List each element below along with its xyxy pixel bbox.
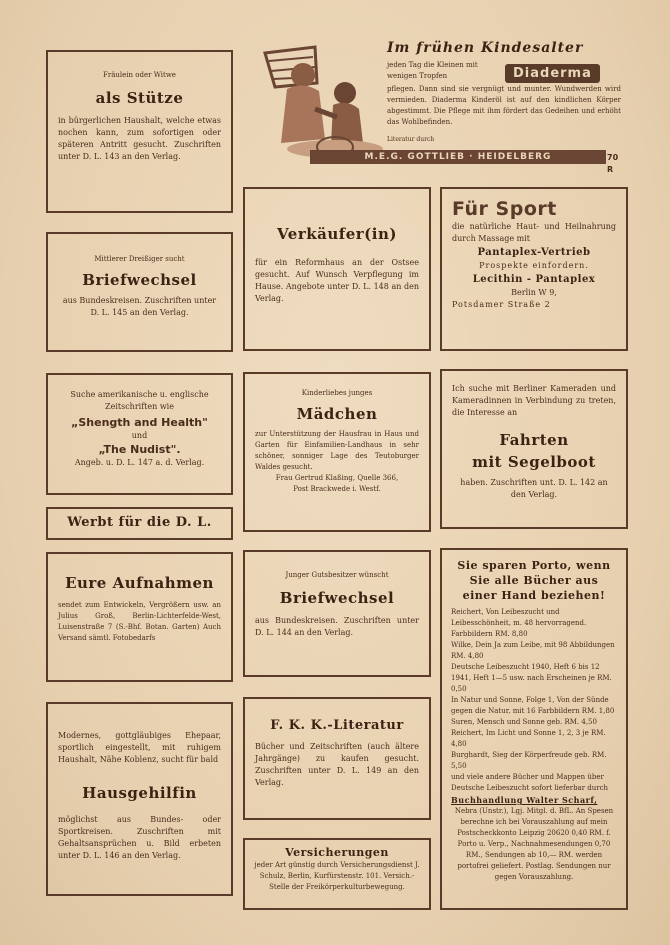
ad-contact-1: Frau Gertrud Klaßing, Quelle 366, <box>275 474 399 482</box>
ad-body: pflegen. Dann sind sie vergnügt und munter. Wundwerden wird vermieden. Diaderma Kinderöl ist auf den kindlichen Körper abgestimmt. Die Pflege mit ihm fördert das Gedeihen und erhöht das Wohlbefinden. <box>387 85 621 126</box>
ad-headline: Briefwechsel <box>82 271 197 289</box>
ad-intro: Mittlerer Dreißiger sucht <box>94 255 185 263</box>
ad-street: Potsdamer Straße 2 <box>452 300 551 309</box>
ad-headline: Sie sparen Porto, wenn Sie alle Bücher aus einer Hand beziehen! <box>457 559 611 602</box>
ad-verkaeufer <box>243 187 431 351</box>
ad-body: für ein Reformhaus an der Ostsee gesucht. Auf Wunsch Verpflegung im Hause. Angebote unter D. L. 148 an den Verlag. <box>255 258 419 303</box>
ad-headline-2: mit Segelboot <box>472 453 596 471</box>
ad-headline: F. K. K.-Literatur <box>270 718 404 733</box>
ad-body: aus Bundeskreisen. Zuschriften unter D. L. 144 an den Verlag. <box>255 616 419 637</box>
ad-briefwechsel-1 <box>46 232 233 352</box>
ad-headline: Mädchen <box>296 405 378 423</box>
ad-sport <box>440 187 628 351</box>
book-list-item: Reichert, Im Licht und Sonne 1, 2, 3 je RM. 4,80 <box>451 729 606 748</box>
ad-body: zur Unterstützung der Hausfrau in Haus und Garten für Einfamilien-Landhaus in sehr schöner, sonniger Lage des Teutoburger Waldes gesucht. <box>255 430 419 471</box>
ad-code: 70 R <box>607 153 619 174</box>
ad-prospekte: Prospekte einfordern. <box>479 261 589 270</box>
book-list-item: Burghardt, Sieg der Körperfreude geb. RM. 5,50 <box>451 751 607 770</box>
ad-intro: Suche amerikanische u. englische Zeitschriften wie <box>70 390 209 411</box>
ad-headline: Für Sport <box>452 198 557 220</box>
ad-body: möglichst aus Bundes- oder Sportkreisen. Zuschriften mit Gehaltsansprüchen u. Bild erbeten unter D. L. 146 an den Verlag. <box>58 815 221 860</box>
ad-versicherungen <box>243 838 431 910</box>
ad-contact-2: Post Brackwede i. Westf. <box>293 485 381 493</box>
ad-headline: Eure Aufnahmen <box>65 574 214 592</box>
ad-headline: Hausgehilfin <box>82 784 197 802</box>
ad-headline: als Stütze <box>95 89 184 107</box>
ad-literature: Literatur durch <box>387 136 435 143</box>
ad-body: jeder Art günstig durch Versicherungsdienst J. Schulz, Berlin, Kurfürstenstr. 101. Versich.-Stelle der Freikörperkulturbewegung. <box>254 861 420 891</box>
ad-body: Bücher und Zeitschriften (auch ältere Jahrgänge) zu kaufen gesucht. Zuschriften unter D. L. 149 an den Verlag. <box>255 742 419 787</box>
product-name: Pantaplex-Vertrieb <box>477 247 591 258</box>
book-list-item: In Natur und Sonne, Folge 1, Von der Sünde gegen die Natur, mit 16 Farbbildern RM. 1,80 <box>451 696 615 715</box>
company-band <box>310 150 606 164</box>
shop-name: Buchhandlung Walter Scharf, <box>451 795 598 805</box>
ad-maedchen <box>243 372 431 532</box>
ad-body: die natürliche Haut- und Heilnahrung durch Massage mit <box>452 222 616 243</box>
ad-intro: Junger Gutsbesitzer wünscht <box>285 571 389 579</box>
brand-badge: Diaderma <box>505 64 600 83</box>
company-name: M.E.G. GOTTLIEB · HEIDELBERG <box>364 152 552 162</box>
book-list-item: Reichert, Von Leibeszucht und Leibesschönheit, m. 48 hervorragend. Farbbildern RM. 8,80 <box>451 608 587 638</box>
ad-body: haben. Zuschriften unt. D. L. 142 an den Verlag. <box>460 478 608 499</box>
ad-headline-1: Fahrten <box>499 431 569 449</box>
ad-intro: Modernes, gottgläubiges Ehepaar, sportlich eingestellt, mit ruhigem Haushalt, Nähe Koblenz, sucht für bald <box>58 731 221 764</box>
ad-and: und <box>131 431 148 440</box>
ad-diaderma <box>255 38 623 174</box>
slogan: Werbt für die D. L. <box>67 515 212 530</box>
ad-headline: Versicherungen <box>285 846 389 859</box>
ad-body: sendet zum Entwickeln, Vergrößern usw. an Julius Groß, Berlin-Lichterfelde-West, Luisenstraße 7 (S.-Bhf. Botan. Garten) Auch Versand sämtl. Fotobedarfs <box>58 601 221 642</box>
ad-fkk <box>243 697 431 820</box>
ad-zeitschriften <box>46 373 233 495</box>
book-list <box>451 607 617 794</box>
ad-line1: jeden Tag die Kleinen mit wenigen Tropfen <box>387 61 478 80</box>
book-list-item: Suren, Mensch und Sonne geb. RM. 4,50 <box>451 718 597 726</box>
ad-intro: Fräulein oder Witwe <box>103 71 176 79</box>
book-list-item: und viele andere Bücher und Mappen über Deutsche Leibeszucht sofort lieferbar durch <box>451 773 609 792</box>
ad-headline: Verkäufer(in) <box>277 225 397 243</box>
ad-intro: Ich suche mit Berliner Kameraden und Kameradinnen in Verbindung zu treten, die Interesse an <box>452 384 616 417</box>
magazine-title-1: „Shength and Health" <box>71 416 208 429</box>
ad-hausgehilfin <box>46 702 233 896</box>
book-list-item: Deutsche Leibeszucht 1940, Heft 6 bis 12 1941, Heft 1—5 usw. nach Erscheinen je RM. 0,50 <box>451 663 612 693</box>
ad-title: Im frühen Kindesalter <box>387 40 584 56</box>
ad-werbt <box>46 507 233 540</box>
mother-child-illustration <box>255 43 385 163</box>
magazine-title-2: „The Nudist". <box>98 443 181 456</box>
product-name-2: Lecithin - Pantaplex <box>472 274 596 285</box>
ad-body: aus Bundeskreisen. Zuschriften unter D. L. 145 an den Verlag. <box>62 296 217 317</box>
ad-porto <box>440 548 628 910</box>
ad-stuetze <box>46 50 233 213</box>
ad-briefwechsel-2 <box>243 550 431 677</box>
ad-footer: Nebra (Unstr.), Lgj. Mitgl. d. BfL. An Spesen berechne ich bei Vorauszahlung auf mein Postscheckkonto Leipzig 20620 0,40 RM. f. Porto u. Verp., Nachnahmesendungen 0,70 RM., Sendungen ab 10,— RM. werden portofrei geliefert. Postlag. Sendungen nur gegen Vorauszahlung. <box>454 807 614 881</box>
ad-contact: Angeb. u. D. L. 147 a. d. Verlag. <box>74 458 205 467</box>
book-list-item: Wilke, Dein Ja zum Leibe, mit 98 Abbildungen RM. 4,80 <box>451 641 615 660</box>
ad-segelboot <box>440 369 628 529</box>
ad-city: Berlin W 9, <box>511 288 557 297</box>
ad-aufnahmen <box>46 552 233 682</box>
ad-intro: Kinderliebes junges <box>301 389 373 397</box>
ad-body: in bürgerlichen Haushalt, welche etwas nochen kann, zum sofortigen oder späteren Antritt gesucht. Zuschriften unter D. L. 143 an den Verlag. <box>58 116 221 161</box>
ad-headline: Briefwechsel <box>279 589 395 607</box>
